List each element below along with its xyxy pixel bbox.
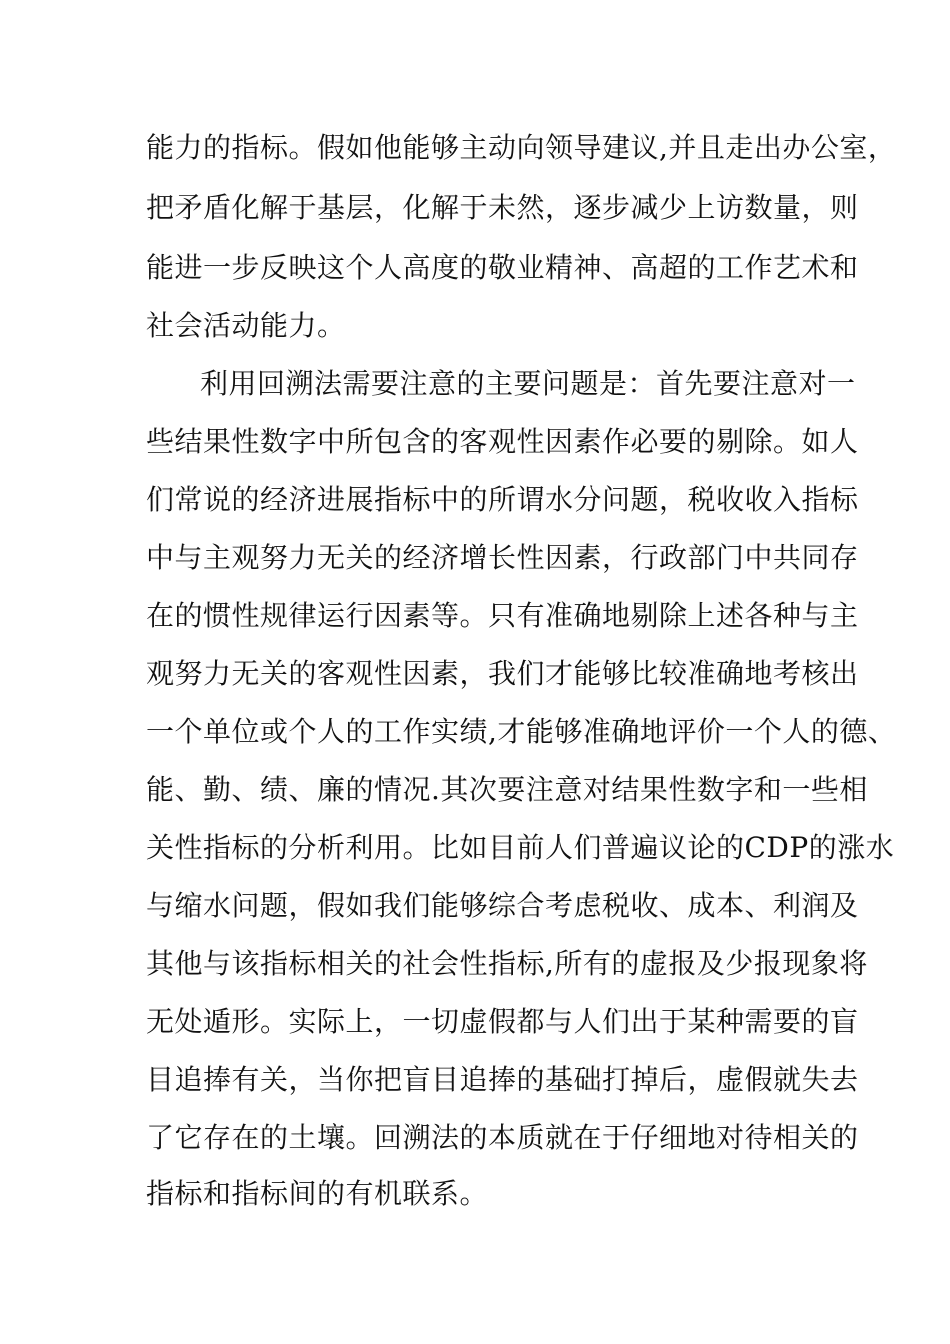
paragraph-line: 其他与该指标相关的社会性指标,所有的虚报及少报现象将 xyxy=(146,947,868,980)
paragraph-line: 与缩水问题，假如我们能够综合考虑税收、成本、利润及 xyxy=(146,889,859,922)
paragraph-line: 无处遁形。实际上，一切虚假都与人们出于某种需要的盲 xyxy=(146,1005,859,1038)
paragraph-line: 利用回溯法需要注意的主要问题是：首先要注意对一 xyxy=(200,367,856,400)
paragraph-line: 观努力无关的客观性因素，我们才能够比较准确地考核出 xyxy=(146,657,859,690)
paragraph-line: 关性指标的分析利用。比如目前人们普遍议论的CDP的涨水 xyxy=(146,831,895,864)
paragraph-line: 目追捧有关，当你把盲目追捧的基础打掉后，虚假就失去 xyxy=(146,1063,859,1096)
paragraph-line: 把矛盾化解于基层，化解于未然，逐步减少上访数量，则 xyxy=(146,191,859,224)
paragraph-line: 在的惯性规律运行因素等。只有准确地剔除上述各种与主 xyxy=(146,599,859,632)
paragraph-line: 们常说的经济进展指标中的所谓水分问题，税收收入指标 xyxy=(146,483,859,516)
paragraph-line: 一个单位或个人的工作实绩,才能够准确地评价一个人的德、 xyxy=(146,715,897,748)
paragraph-line: 能、勤、绩、廉的情况.其次要注意对结果性数字和一些相 xyxy=(146,773,868,806)
paragraph-line: 中与主观努力无关的经济增长性因素，行政部门中共同存 xyxy=(146,541,859,574)
paragraph-line: 能力的指标。假如他能够主动向领导建议,并且走出办公室， xyxy=(146,131,897,164)
paragraph-line: 了它存在的土壤。回溯法的本质就在于仔细地对待相关的 xyxy=(146,1121,859,1154)
paragraph-line: 些结果性数字中所包含的客观性因素作必要的剔除。如人 xyxy=(146,425,859,458)
paragraph-line: 社会活动能力。 xyxy=(146,309,346,342)
paragraph-line: 能进一步反映这个人高度的敬业精神、高超的工作艺术和 xyxy=(146,251,859,284)
paragraph-line: 指标和指标间的有机联系。 xyxy=(146,1177,489,1210)
